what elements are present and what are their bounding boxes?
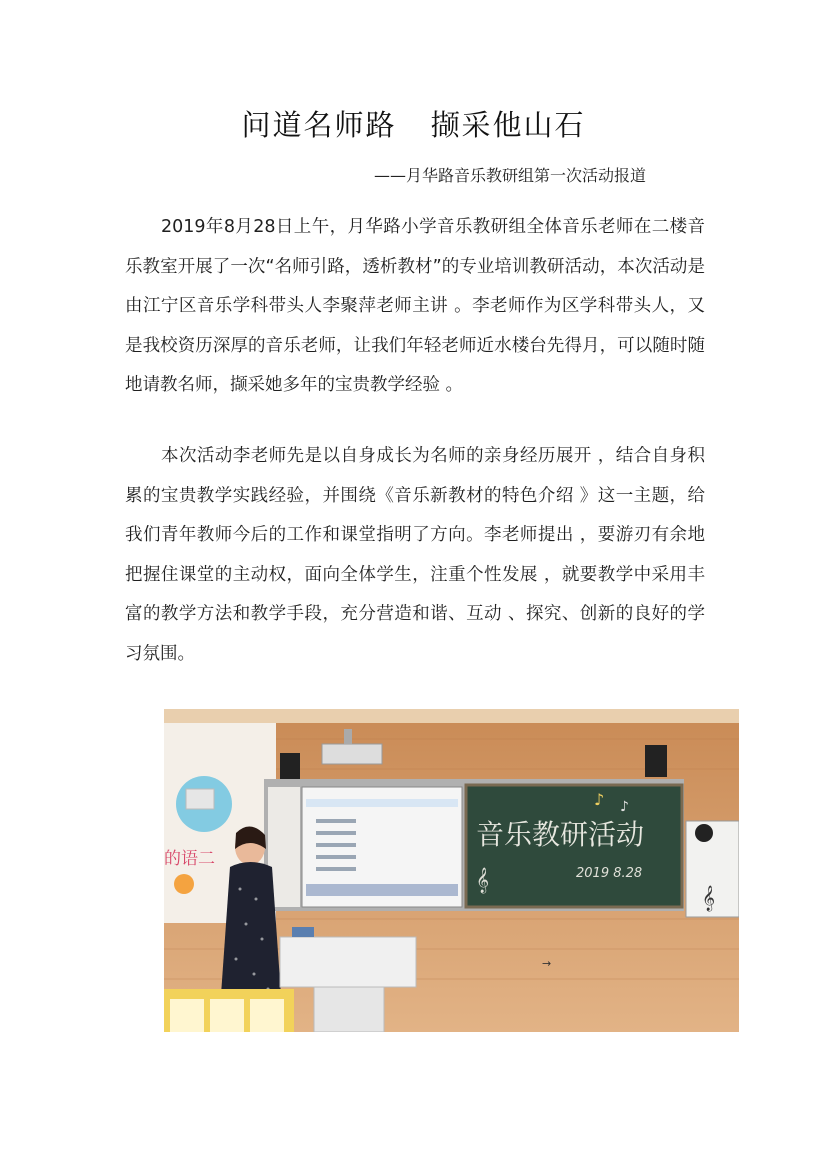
svg-text:𝄞: 𝄞 <box>702 886 716 911</box>
chalkboard-date: 2019 8.28 <box>576 866 643 881</box>
classroom-photo <box>164 709 739 1032</box>
podium <box>280 937 416 987</box>
title-part-2: 撷采他山石 <box>430 108 586 142</box>
wall-text: 的语二 <box>164 849 215 869</box>
paragraph-1: 2019年8月28日上午，月华路小学音乐教研组全体音乐老师在二楼音乐教室开展了一次“名师引路，透析教材”的专业培训教研活动，本次活动是由江宁区音乐学科带头人李聚萍老师主讲 。李老师作为区学科带头人，又是我校资历深厚的音乐老师，让我们年轻老师近水楼台先得月，可以随时随地请教名师，撷采她多年的宝贵教学经验 。 <box>125 217 705 395</box>
article-subtitle: ——月华路音乐教研组第一次活动报道 <box>374 166 647 185</box>
article-title <box>0 103 827 144</box>
title-part-1: 问道名师路 <box>241 108 397 142</box>
svg-text:→: → <box>542 957 552 970</box>
projector <box>322 744 382 764</box>
chalkboard-title: 音乐教研活动 <box>476 818 645 851</box>
music-note-icon: ♪ <box>594 790 605 809</box>
paragraph-2: 本次活动李老师先是以自身成长为名师的亲身经历展开 ，结合自身积累的宝贵教学实践经验，并围绕《音乐新教材的特色介绍 》这一主题，给我们青年教师今后的工作和课堂指明了方向。李老师提出 ，要游刃有余地把握住课堂的主动权，面向全体学生，注重个性发展 ，就要教学中采用丰富的教学方法和教学手段，充分营造和谐、互动 、探究、创新的良好的学习氛围。 <box>125 446 705 664</box>
speaker-right <box>645 745 667 777</box>
speaker-left <box>280 753 300 783</box>
music-note-icon-2: ♪ <box>620 799 629 815</box>
treble-clef-icon: 𝄞 <box>476 868 490 893</box>
